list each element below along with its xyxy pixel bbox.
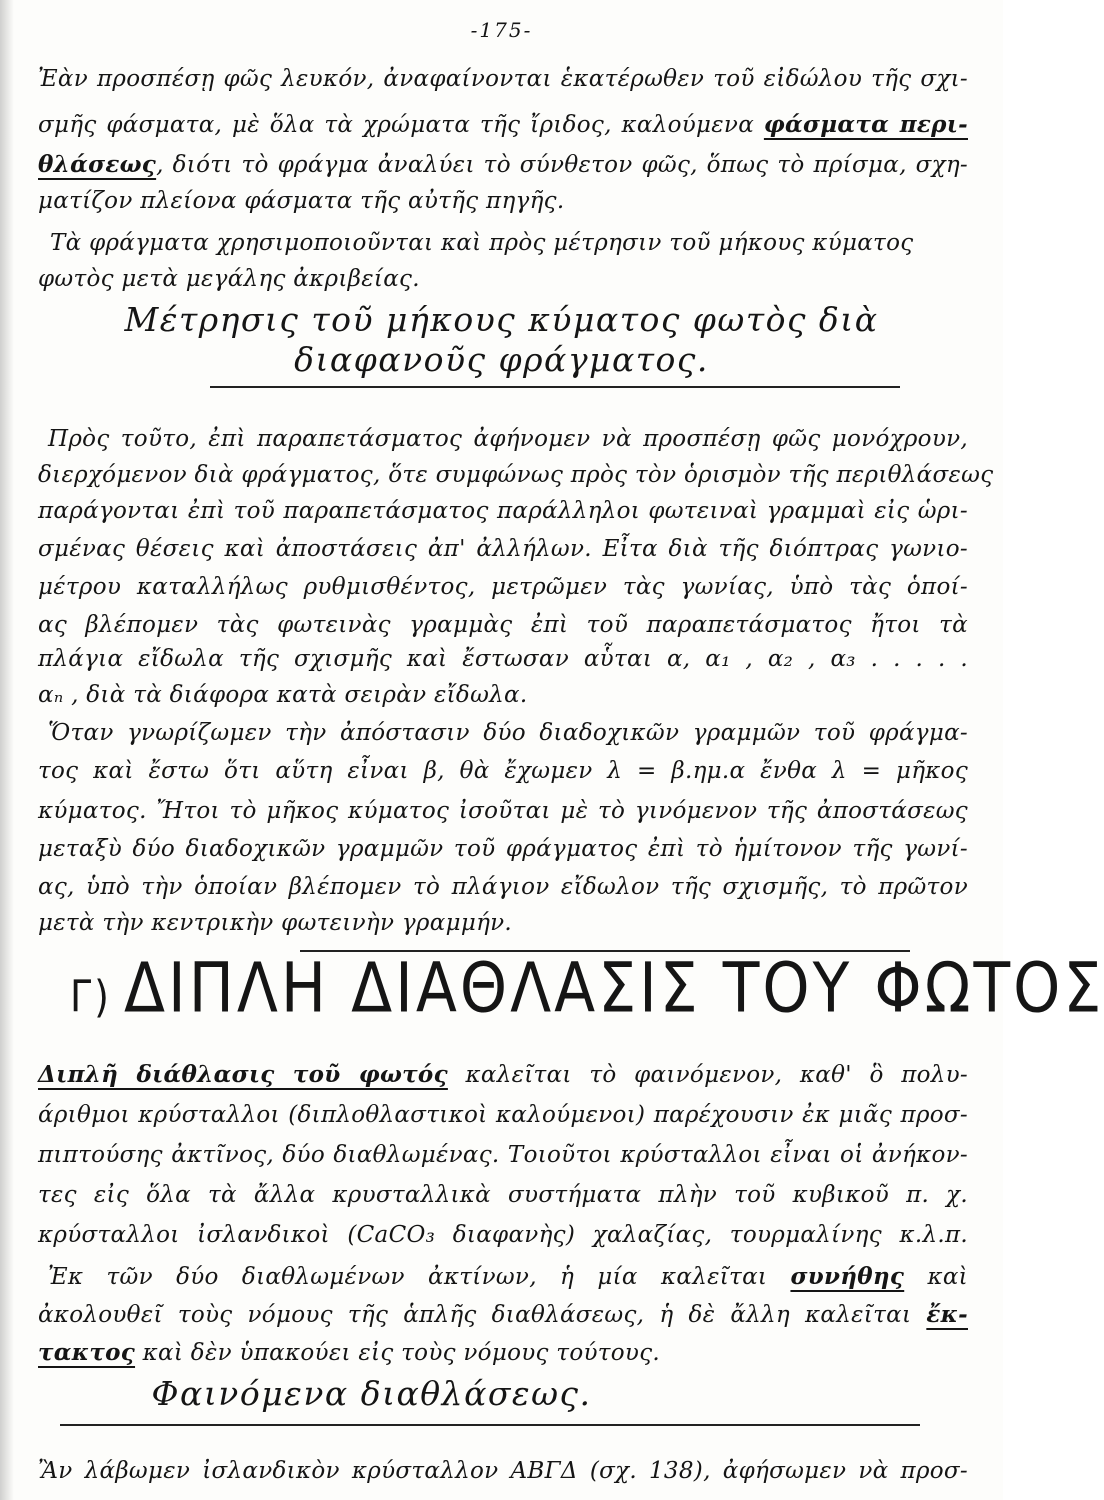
text-line: κρύσταλλοι ἰσλανδικοὶ (CaCO₃ διαφανὴς) χαλαζίας, τουρμαλίνης κ.λ.π.	[38, 1222, 968, 1248]
text-line: μεταξὺ δύο διαδοχικῶν γραμμῶν τοῦ φράγματος ἐπὶ τὸ ἡμίτονον τῆς γωνί-	[38, 836, 968, 862]
heading-divider	[210, 386, 900, 388]
text-line	[38, 1060, 968, 1090]
text-line: Ἂν λάβωμεν ἰσλανδικὸν κρύσταλλον ΑΒΓΔ (σχ. 138), ἀφήσωμεν νὰ προσ-	[38, 1458, 968, 1484]
text-line: αₙ , διὰ τὰ διάφορα κατὰ σειρὰν εἴδωλα.	[38, 682, 528, 708]
text-line: σμένας θέσεις καὶ ἀποστάσεις ἀπ' ἀλλήλων. Εἶτα διὰ τῆς διόπτρας γωνιο-	[38, 536, 968, 562]
text-line: Πρὸς τοῦτο, ἐπὶ παραπετάσματος ἀφήνομεν νὰ προσπέσῃ φῶς μονόχρουν,	[48, 426, 968, 452]
text-line	[38, 1300, 968, 1330]
text-line: τες εἰς ὅλα τὰ ἄλλα κρυσταλλικὰ συστήματα πλὴν τοῦ κυβικοῦ π. χ.	[38, 1182, 968, 1208]
text-span: καὶ δὲν ὑπακούει εἰς τοὺς νόμους τούτους.	[135, 1340, 660, 1366]
section-letter: Γ)	[70, 971, 112, 1022]
binding-shadow	[0, 0, 14, 1500]
text-span: καλεῖται τὸ φαινόμενον, καθ' ὃ πολυ-	[447, 1062, 969, 1088]
section-heading-measurement: Μέτρησις τοῦ μήκους κύματος φωτὸς διὰ	[124, 300, 879, 339]
text-span: σμῆς φάσματα, μὲ ὅλα τὰ χρώματα τῆς ἴριδος, καλούμενα	[38, 112, 764, 138]
text-line	[38, 110, 968, 140]
text-line: Τὰ φράγματα χρησιμοποιοῦνται καὶ πρὸς μέτρησιν τοῦ μήκους κύματος	[50, 230, 914, 256]
text-span: Ἐκ τῶν δύο διαθλωμένων ἀκτίνων, ἡ μία καλεῖται	[48, 1264, 791, 1290]
text-span: , διότι τὸ φράγμα ἀναλύει τὸ σύνθετον φῶς, ὅπως τὸ πρίσμα, σχη-	[156, 152, 968, 178]
text-line: μετὰ τὴν κεντρικὴν φωτεινὴν γραμμήν.	[38, 910, 513, 936]
text-line: πιπτούσης ἀκτῖνος, δύο διαθλωμένας. Τοιοῦτοι κρύσταλλοι εἶναι οἱ ἀνήκον-	[38, 1142, 968, 1168]
text-line: πλάγια εἴδωλα τῆς σχισμῆς καὶ ἔστωσαν αὗται α, α₁ , α₂ , α₃ . . . . .	[38, 646, 968, 672]
text-span: ἀκολουθεῖ τοὺς νόμους τῆς ἁπλῆς διαθλάσεως, ἡ δὲ ἄλλη καλεῖται	[38, 1302, 927, 1328]
term-extraordinary: ἔκ-	[926, 1301, 968, 1328]
text-line: φωτὸς μετὰ μεγάλης ἀκριβείας.	[38, 266, 420, 292]
text-line: Ὅταν γνωρίζωμεν τὴν ἀπόστασιν δύο διαδοχικῶν γραμμῶν τοῦ φράγμα-	[48, 720, 968, 746]
page-number: -175-	[470, 18, 533, 42]
section-heading-measurement-line2: διαφανοῦς φράγματος.	[294, 340, 709, 379]
text-line: μέτρου καταλλήλως ρυθμισθέντος, μετρῶμεν τὰς γωνίας, ὑπὸ τὰς ὁποί-	[38, 574, 968, 600]
term-ordinary: συνήθης	[790, 1263, 905, 1290]
text-line: παράγονται ἐπὶ τοῦ παραπετάσματος παράλληλοι φωτειναὶ γραμμαὶ εἰς ὡρι-	[38, 498, 968, 524]
text-line	[48, 1262, 968, 1292]
section-heading-double-refraction	[70, 948, 1104, 1037]
text-line: άριθμοι κρύσταλλοι (διπλοθλαστικοὶ καλούμενοι) παρέχουσιν ἐκ μιᾶς προσ-	[38, 1102, 968, 1128]
text-line	[38, 1338, 968, 1368]
text-line: Ἐὰν προσπέσῃ φῶς λευκόν, ἀναφαίνονται ἑκατέρωθεν τοῦ εἰδώλου τῆς σχι-	[38, 66, 968, 92]
term-diffraction-spectra-cont: θλάσεως	[38, 151, 157, 178]
text-line: ματίζον πλείονα φάσματα τῆς αὐτῆς πηγῆς.	[38, 188, 565, 214]
text-line: τος καὶ ἔστω ὅτι αὕτη εἶναι β, θὰ ἔχωμεν λ = β.ημ.α ἔνθα λ = μῆκος	[38, 758, 968, 784]
section-title: ΔΙΠΛΗ ΔΙΑΘΛΑΣΙΣ ΤΟΥ ΦΩΤΟΣ	[124, 948, 1104, 1029]
text-line: κύματος. Ἤτοι τὸ μῆκος κύματος ἰσοῦται μὲ τὸ γινόμενον τῆς ἀποστάσεως	[38, 798, 968, 824]
text-line: διερχόμενον διὰ φράγματος, ὅτε συμφώνως πρὸς τὸν ὁρισμὸν τῆς περιθλάσεως	[38, 462, 994, 488]
term-double-refraction: Διπλῆ διάθλασις τοῦ φωτός	[38, 1061, 448, 1088]
text-line	[38, 150, 968, 180]
term-diffraction-spectra: φάσματα περι-	[763, 111, 968, 138]
text-line: ας, ὑπὸ τὴν ὁποίαν βλέπομεν τὸ πλάγιον εἴδωλον τῆς σχισμῆς, τὸ πρῶτον	[38, 874, 968, 900]
text-line: ας βλέπομεν τὰς φωτεινὰς γραμμὰς ἐπὶ τοῦ παραπετάσματος ἤτοι τὰ	[38, 612, 968, 638]
term-extraordinary-cont: τακτος	[38, 1339, 136, 1366]
text-span: καὶ	[904, 1264, 968, 1290]
heading-divider	[60, 1424, 920, 1426]
section-heading-phenomena: Φαινόμενα διαθλάσεως.	[151, 1374, 592, 1413]
